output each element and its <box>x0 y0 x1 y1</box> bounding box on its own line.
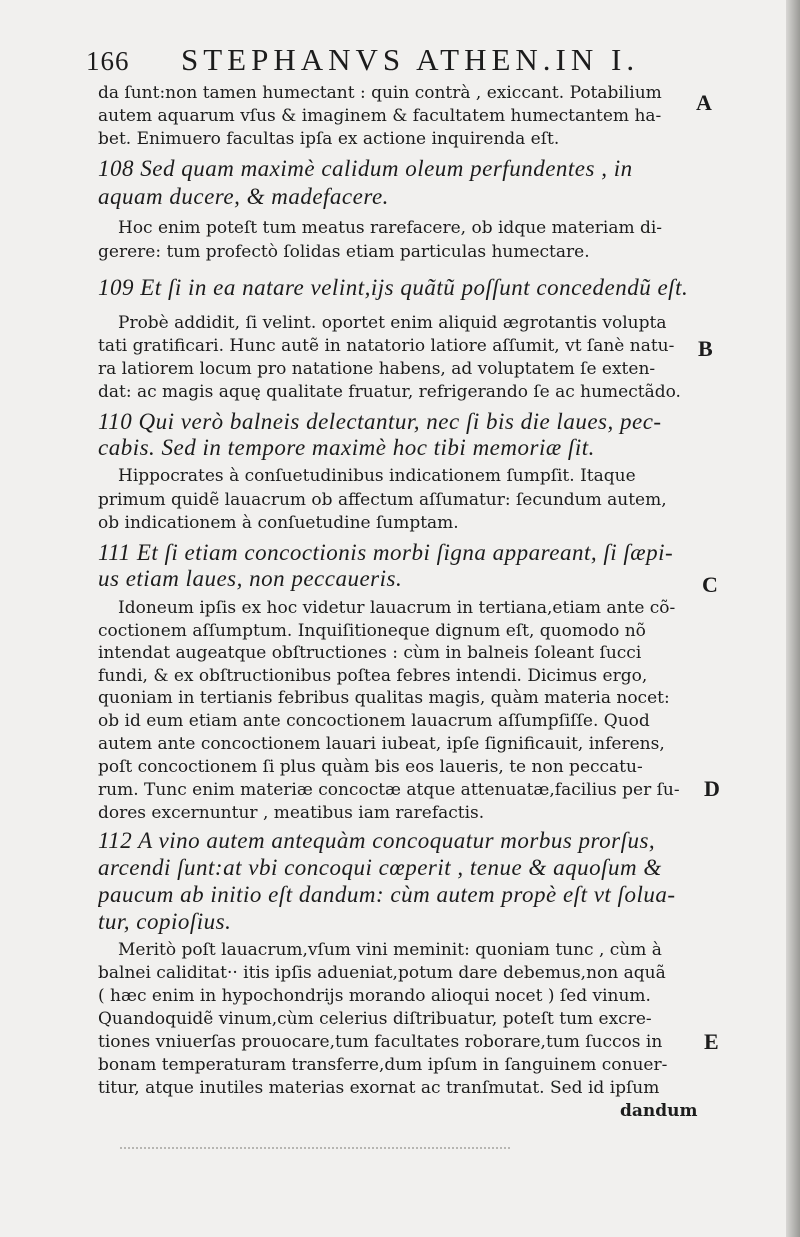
text-line: Idoneum ipſis ex hoc videtur lauacrum in tertiana,etiam ante cõ- <box>118 598 676 618</box>
page-number: 166 <box>86 46 130 76</box>
text-line: dores excernuntur , meatibus iam rarefactis. <box>98 803 485 823</box>
text-line: primum quidẽ lauacrum ob affectum aſſumatur: ſecundum autem, <box>98 490 667 510</box>
text-line: tiones vniuerſas prouocare,tum facultates roborare,tum ſuccos in <box>98 1032 663 1052</box>
text-line: Quandoquidẽ vinum,cùm celerius diſtribuatur, poteſt tum excre- <box>98 1009 652 1029</box>
text-line: ( hæc enim in hypochondrijs morando alioqui nocet ) ſed vinum. <box>98 986 651 1006</box>
aphorism-line: us etiam laues, non peccaueris. <box>98 566 403 591</box>
text-line: titur, atque inutiles materias exornat ac tranſmutat. Sed id ipſum <box>98 1078 660 1098</box>
text-line: gerere: tum profectò ſolidas etiam particulas humectare. <box>98 242 590 262</box>
aphorism-line: tur, copioſius. <box>98 909 232 934</box>
text-line: ob indicationem à conſuetudine ſumptam. <box>98 513 459 533</box>
text-line: tati gratificari. Hunc autẽ in natatorio latiore aſſumit, vt ſanè natu- <box>98 336 675 356</box>
text-line: bonam temperaturam transferre,dum ipſum in ſanguinem conuer- <box>98 1055 668 1075</box>
text-line: bet. Enimuero facultas ipſa ex actione inquirenda eſt. <box>98 129 560 149</box>
aphorism-line: 108 Sed quam maximè calidum oleum perfundentes , in <box>98 156 633 181</box>
text-line: balnei caliditat·· itis ipſis adueniat,potum dare debemus,non aquã <box>98 963 666 983</box>
text-line: autem ante concoctionem lauari iubeat, ipſe ſignificauit, inferens, <box>98 734 665 754</box>
text-line: da ſunt:non tamen humectant : quin contrà , exiccant. Potabilium <box>98 83 662 103</box>
margin-marker-d: D <box>704 776 720 801</box>
text-line: rum. Tunc enim materiæ concoctæ atque attenuatæ,facilius per ſu- <box>98 780 680 800</box>
running-head: STEPHANVS ATHEN.IN I. <box>181 42 640 77</box>
text-line: quoniam in tertianis febribus qualitas magis, quàm materia nocet: <box>98 688 670 708</box>
text-line: fundi, & ex obſtructionibus poſtea febres intendi. Dicimus ergo, <box>98 666 648 686</box>
text-line: ra latiorem locum pro natatione habens, ad voluptatem ſe exten- <box>98 359 656 379</box>
page-gutter <box>786 0 800 1237</box>
text-line: dat: ac magis aquę qualitate fruatur, refrigerando ſe ac humectãdo. <box>98 382 681 402</box>
margin-marker-e: E <box>704 1029 719 1054</box>
margin-marker-a: A <box>696 90 712 115</box>
aphorism-line: 112 A vino autem antequàm concoquatur morbus prorſus, <box>98 828 656 853</box>
text-line: Probè addidit, ſi velint. oportet enim aliquid ægrotantis volupta <box>118 313 667 333</box>
margin-marker-b: B <box>698 336 713 361</box>
aphorism-line: paucum ab initio eſt dandum: cùm autem propè eſt vt ſolua- <box>98 882 676 907</box>
aphorism-line: 109 Et ſi in ea natare velint,ijs quãtũ poſſunt concedendũ eſt. <box>98 275 689 300</box>
margin-marker-c: C <box>702 572 718 597</box>
text-line: Meritò poſt lauacrum,vſum vini meminit: quoniam tunc , cùm à <box>118 940 662 960</box>
aphorism-line: arcendi ſunt:at vbi concoqui cœperit , tenue & aquoſum & <box>98 855 662 880</box>
text-line: poſt concoctionem ſi plus quàm bis eos laueris, te non peccatu- <box>98 757 643 777</box>
aphorism-line: 110 Qui verò balneis delectantur, nec ſi bis die laues, pec- <box>98 409 662 434</box>
aphorism-line: aquam ducere, & madefacere. <box>98 184 389 209</box>
catchword: dandum <box>620 1101 698 1121</box>
aphorism-line: cabis. Sed in tempore maximè hoc tibi memoriæ ſit. <box>98 435 595 460</box>
text-line: autem aquarum vſus & imaginem & facultatem humectantem ha- <box>98 106 662 126</box>
text-line: Hippocrates à conſuetudinibus indicationem ſumpſit. Itaque <box>118 466 636 486</box>
text-line: ob id eum etiam ante concoctionem lauacrum aſſumpſiſſe. Quod <box>98 711 650 731</box>
aphorism-line: 111 Et ſi etiam concoctionis morbi ſigna appareant, ſi ſæpi- <box>98 540 674 565</box>
text-line: coctionem aſſumptum. Inquiſitioneque dignum eſt, quomodo nõ <box>98 621 646 641</box>
text-line: intendat augeatque obſtructiones : cùm in balneis ſoleant ſucci <box>98 643 642 663</box>
page-header <box>86 42 646 82</box>
text-line: Hoc enim poteſt tum meatus rarefacere, ob idque materiam di- <box>118 218 663 238</box>
bottom-smudge <box>120 1147 510 1153</box>
